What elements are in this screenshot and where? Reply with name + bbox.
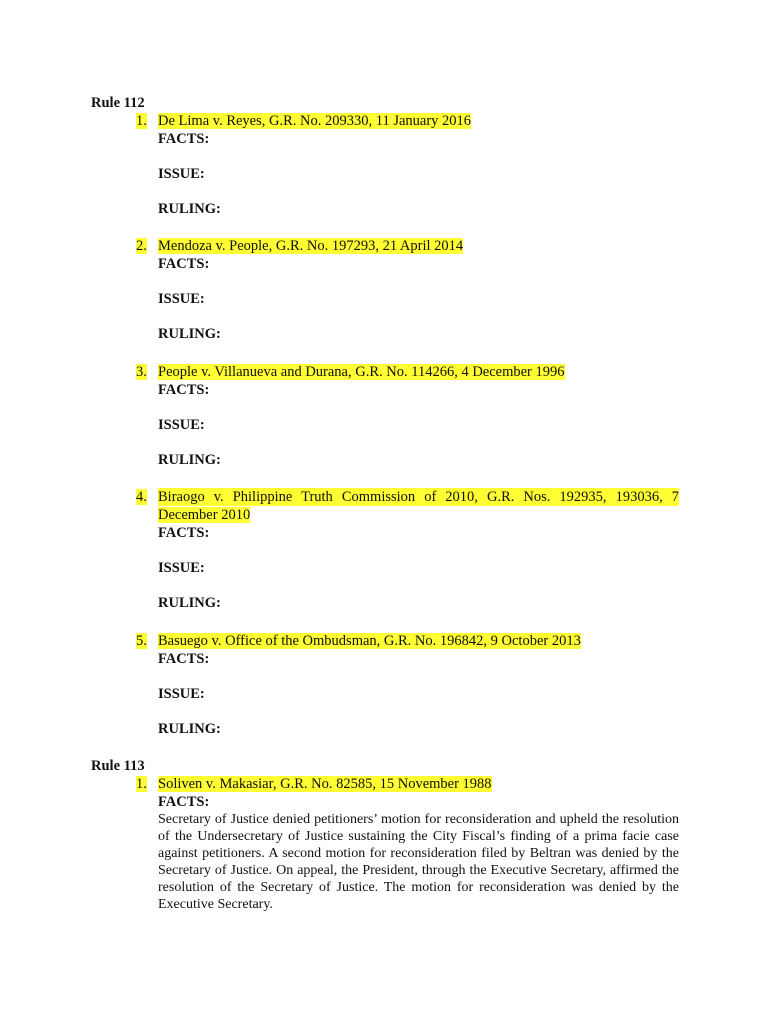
case-citation: De Lima v. Reyes, G.R. No. 209330, 11 January 2016 [158, 113, 472, 129]
rule-112-heading: Rule 112 [91, 95, 145, 111]
case-citation: People v. Villanueva and Durana, G.R. No. 114266, 4 December 1996 [158, 364, 565, 380]
facts-label: FACTS: [158, 794, 210, 810]
issue-label: ISSUE: [158, 291, 205, 307]
case-number: 5. [136, 633, 147, 649]
case-number: 3. [136, 364, 147, 380]
facts-label: FACTS: [158, 525, 210, 541]
case-citation-line-1: Biraogo v. Philippine Truth Commission of 2010, G.R. Nos. 192935, 193036, 7 [158, 489, 679, 505]
ruling-label: RULING: [158, 201, 221, 217]
case-item [136, 363, 679, 469]
case-title [136, 632, 679, 650]
issue-label: ISSUE: [158, 560, 205, 576]
ruling-label: RULING: [158, 721, 221, 737]
facts-label: FACTS: [158, 131, 210, 147]
case-title [136, 488, 679, 524]
issue-label: ISSUE: [158, 166, 205, 182]
rule-113-heading: Rule 113 [91, 758, 145, 774]
case-title [136, 775, 679, 793]
case-citation-line-2: December 2010 [158, 507, 251, 523]
case-item [136, 775, 679, 913]
case-citation: Soliven v. Makasiar, G.R. No. 82585, 15 November 1988 [158, 776, 492, 792]
case-citation: Mendoza v. People, G.R. No. 197293, 21 April 2014 [158, 238, 464, 254]
case-number: 1. [136, 113, 147, 129]
case-number: 2. [136, 238, 147, 254]
issue-label: ISSUE: [158, 417, 205, 433]
ruling-label: RULING: [158, 452, 221, 468]
ruling-label: RULING: [158, 326, 221, 342]
case-item [136, 632, 679, 738]
case-title [136, 363, 679, 381]
case-title [136, 237, 679, 255]
case-number: 4. [136, 489, 147, 505]
issue-label: ISSUE: [158, 686, 205, 702]
case-number: 1. [136, 776, 147, 792]
facts-label: FACTS: [158, 382, 210, 398]
case-item [136, 112, 679, 218]
case-title [136, 112, 679, 130]
ruling-label: RULING: [158, 595, 221, 611]
case-item [136, 488, 679, 612]
facts-paragraph: Secretary of Justice denied petitioners’ motion for reconsideration and upheld the resolution of the Undersecretary of Justice sustaining the City Fiscal’s finding of a prima facie case against petitioners. A second motion for reconsideration filed by Beltran was denied by the Secretary of Justice. On appeal, the President, through the Executive Secretary, affirmed the resolution of the Secretary of Justice. The motion for reconsideration was denied by the Executive Secretary. [158, 812, 679, 912]
case-citation: Basuego v. Office of the Ombudsman, G.R. No. 196842, 9 October 2013 [158, 633, 581, 649]
facts-label: FACTS: [158, 256, 210, 272]
case-item [136, 237, 679, 343]
facts-label: FACTS: [158, 651, 210, 667]
